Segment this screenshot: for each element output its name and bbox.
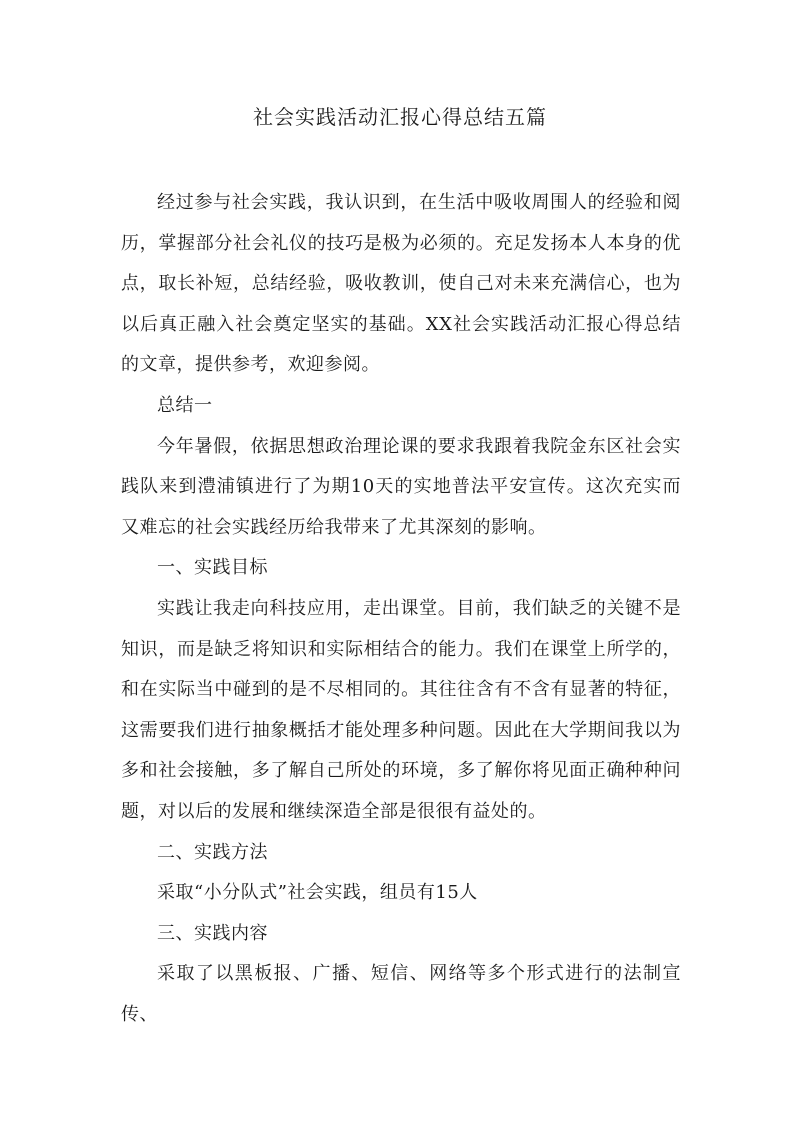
section-heading-practice-goal: 一、实践目标 — [157, 557, 268, 579]
section-heading-practice-content: 三、实践内容 — [157, 922, 268, 944]
section-heading-summary-one: 总结一 — [157, 394, 213, 416]
paragraph: 采取了以黑板报、广播、短信、网络等多个形式进行的法制宣传、 — [121, 963, 681, 1025]
document-body — [121, 183, 681, 1035]
paragraph: 今年暑假，依据思想政治理论课的要求我跟着我院金东区社会实践队来到澧浦镇进行了为期10天的实地普法平安宣传。这次充实而又难忘的社会实践经历给我带来了尤其深刻的影响。 — [121, 435, 681, 538]
intro-paragraph: 经过参与社会实践，我认识到，在生活中吸收周围人的经验和阅历，掌握部分社会礼仪的技巧是极为必须的。充足发扬本人本身的优点，取长补短，总结经验，吸收教训，使自己对未来充满信心，也为以后真正融入社会奠定坚实的基础。XX社会实践活动汇报心得总结的文章，提供参考，欢迎参阅。 — [121, 192, 681, 376]
paragraph: 实践让我走向科技应用，走出课堂。目前，我们缺乏的关键不是知识，而是缺乏将知识和实际相结合的能力。我们在课堂上所学的，和在实际当中碰到的是不尽相同的。其往往含有不含有显著的特征，这需要我们进行抽象概括才能处理多种问题。因此在大学期间我以为多和社会接触，多了解自己所处的环境，多了解你将见面正确种种问题，对以后的发展和继续深造全部是很很有益处的。 — [121, 597, 681, 822]
paragraph: 采取“小分队式”社会实践，组员有15人 — [157, 882, 478, 904]
section-heading-practice-method: 二、实践方法 — [157, 841, 268, 863]
document-title: 社会实践活动汇报心得总结五篇 — [253, 105, 547, 129]
